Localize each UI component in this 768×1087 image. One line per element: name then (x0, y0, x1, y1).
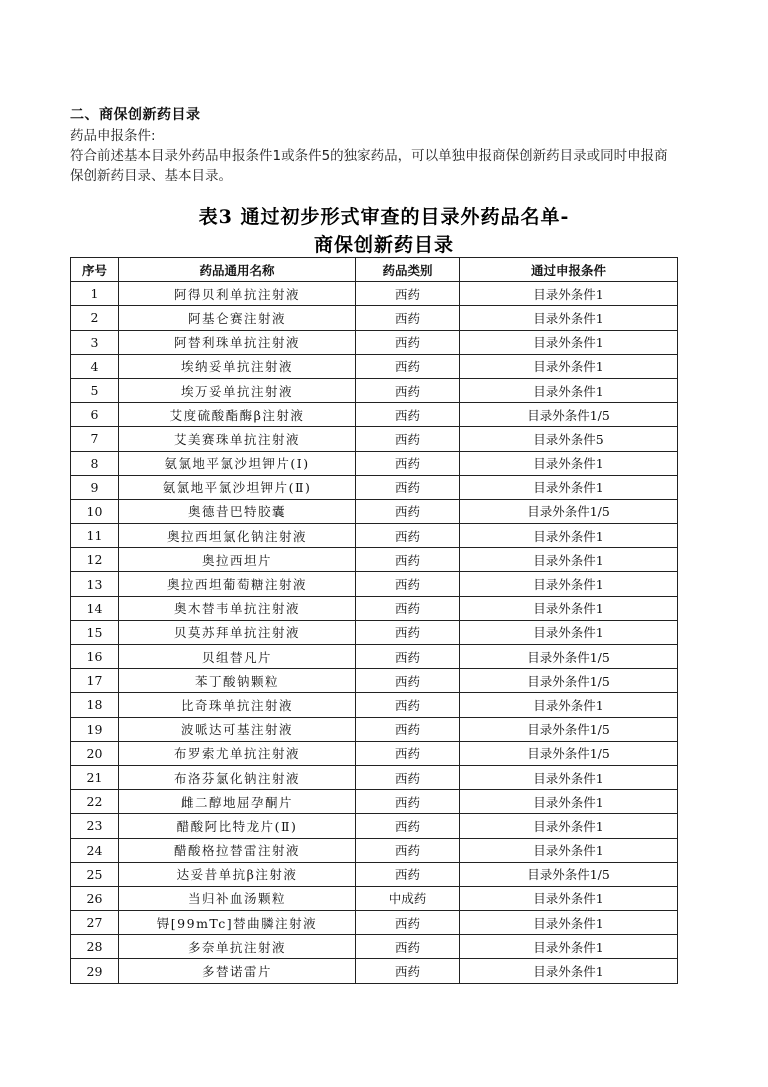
cell-drug-category: 西药 (356, 935, 460, 959)
table-row (71, 669, 678, 693)
cell-drug-category: 西药 (356, 524, 460, 548)
cell-serial: 9 (71, 475, 119, 499)
table-row (71, 354, 678, 378)
cell-serial: 8 (71, 451, 119, 475)
cell-drug-category: 西药 (356, 427, 460, 451)
header-condition: 通过申报条件 (460, 258, 678, 282)
cell-serial: 14 (71, 596, 119, 620)
table-row (71, 524, 678, 548)
cell-drug-category: 西药 (356, 862, 460, 886)
cell-drug-category: 西药 (356, 959, 460, 983)
cell-drug-name: 奥德昔巴特胶囊 (119, 499, 356, 523)
table-row (71, 959, 678, 983)
table-row (71, 378, 678, 402)
cell-condition: 目录外条件1/5 (460, 499, 678, 523)
cell-drug-name: 阿替利珠单抗注射液 (119, 330, 356, 354)
cell-drug-name: 艾美赛珠单抗注射液 (119, 427, 356, 451)
cell-condition: 目录外条件1/5 (460, 717, 678, 741)
cell-drug-category: 西药 (356, 403, 460, 427)
cell-serial: 10 (71, 499, 119, 523)
cell-serial: 4 (71, 354, 119, 378)
cell-drug-category: 西药 (356, 475, 460, 499)
cell-condition: 目录外条件1 (460, 354, 678, 378)
table-row (71, 596, 678, 620)
table-row (71, 645, 678, 669)
table-row (71, 572, 678, 596)
table-body (71, 282, 678, 983)
cell-condition: 目录外条件1 (460, 306, 678, 330)
cell-serial: 6 (71, 403, 119, 427)
table-row (71, 911, 678, 935)
cell-drug-category: 西药 (356, 620, 460, 644)
table-row (71, 717, 678, 741)
cell-drug-category: 西药 (356, 790, 460, 814)
cell-drug-name: 苯丁酸钠颗粒 (119, 669, 356, 693)
cell-drug-category: 西药 (356, 838, 460, 862)
condition-label: 药品申报条件: (70, 128, 156, 144)
cell-drug-category: 西药 (356, 378, 460, 402)
table-row (71, 814, 678, 838)
cell-serial: 24 (71, 838, 119, 862)
table-header-row (71, 258, 678, 282)
table-row (71, 403, 678, 427)
cell-condition: 目录外条件1 (460, 330, 678, 354)
table-row (71, 693, 678, 717)
cell-drug-category: 中成药 (356, 886, 460, 910)
table-row (71, 765, 678, 789)
cell-drug-name: 氨氯地平氯沙坦钾片(Ⅰ) (119, 451, 356, 475)
cell-condition: 目录外条件1 (460, 378, 678, 402)
cell-drug-name: 贝组替凡片 (119, 645, 356, 669)
cell-condition: 目录外条件1 (460, 596, 678, 620)
cell-condition: 目录外条件1 (460, 620, 678, 644)
cell-serial: 15 (71, 620, 119, 644)
cell-serial: 5 (71, 378, 119, 402)
cell-serial: 2 (71, 306, 119, 330)
cell-condition: 目录外条件1 (460, 886, 678, 910)
cell-condition: 目录外条件1 (460, 475, 678, 499)
table-row (71, 282, 678, 306)
cell-drug-name: 雌二醇地屈孕酮片 (119, 790, 356, 814)
cell-drug-category: 西药 (356, 765, 460, 789)
drug-list-table (70, 257, 678, 984)
cell-drug-name: 比奇珠单抗注射液 (119, 693, 356, 717)
cell-condition: 目录外条件1 (460, 935, 678, 959)
cell-drug-category: 西药 (356, 717, 460, 741)
header-serial: 序号 (71, 258, 119, 282)
cell-serial: 13 (71, 572, 119, 596)
cell-drug-category: 西药 (356, 693, 460, 717)
cell-drug-name: 奥拉西坦葡萄糖注射液 (119, 572, 356, 596)
cell-drug-name: 艾度硫酸酯酶β注射液 (119, 403, 356, 427)
cell-serial: 18 (71, 693, 119, 717)
cell-drug-category: 西药 (356, 282, 460, 306)
cell-serial: 16 (71, 645, 119, 669)
table-row (71, 886, 678, 910)
cell-condition: 目录外条件1 (460, 838, 678, 862)
cell-condition: 目录外条件1/5 (460, 403, 678, 427)
cell-drug-category: 西药 (356, 548, 460, 572)
cell-condition: 目录外条件1 (460, 814, 678, 838)
table-row (71, 862, 678, 886)
cell-serial: 27 (71, 911, 119, 935)
cell-drug-name: 多替诺雷片 (119, 959, 356, 983)
cell-drug-name: 醋酸阿比特龙片(Ⅱ) (119, 814, 356, 838)
cell-drug-category: 西药 (356, 741, 460, 765)
cell-drug-name: 波哌达可基注射液 (119, 717, 356, 741)
cell-serial: 28 (71, 935, 119, 959)
cell-drug-name: 贝莫苏拜单抗注射液 (119, 620, 356, 644)
cell-serial: 29 (71, 959, 119, 983)
table-row (71, 741, 678, 765)
cell-drug-name: 当归补血汤颗粒 (119, 886, 356, 910)
cell-drug-category: 西药 (356, 451, 460, 475)
table-title-line2: 商保创新药目录 (313, 234, 454, 256)
cell-drug-name: 布洛芬氯化钠注射液 (119, 765, 356, 789)
cell-serial: 20 (71, 741, 119, 765)
cell-condition: 目录外条件1 (460, 765, 678, 789)
cell-condition: 目录外条件5 (460, 427, 678, 451)
cell-drug-name: 锝[99mTc]替曲膦注射液 (119, 911, 356, 935)
cell-serial: 3 (71, 330, 119, 354)
table-row (71, 548, 678, 572)
cell-drug-name: 醋酸格拉替雷注射液 (119, 838, 356, 862)
cell-serial: 7 (71, 427, 119, 451)
table-row (71, 475, 678, 499)
cell-drug-name: 奥木替韦单抗注射液 (119, 596, 356, 620)
cell-drug-category: 西药 (356, 814, 460, 838)
cell-drug-category: 西药 (356, 645, 460, 669)
cell-drug-name: 埃万妥单抗注射液 (119, 378, 356, 402)
cell-condition: 目录外条件1 (460, 524, 678, 548)
cell-serial: 21 (71, 765, 119, 789)
cell-condition: 目录外条件1 (460, 959, 678, 983)
table-title-line1: 表3 通过初步形式审查的目录外药品名单- (198, 206, 570, 228)
cell-condition: 目录外条件1/5 (460, 862, 678, 886)
table-row (71, 620, 678, 644)
cell-serial: 19 (71, 717, 119, 741)
cell-serial: 17 (71, 669, 119, 693)
cell-serial: 11 (71, 524, 119, 548)
cell-drug-category: 西药 (356, 596, 460, 620)
cell-drug-name: 阿基仑赛注射液 (119, 306, 356, 330)
cell-condition: 目录外条件1 (460, 572, 678, 596)
cell-drug-name: 布罗索尤单抗注射液 (119, 741, 356, 765)
header-drug-category: 药品类别 (356, 258, 460, 282)
section-heading: 二、商保创新药目录 (70, 107, 201, 123)
table-row (71, 499, 678, 523)
table-row (71, 935, 678, 959)
cell-serial: 22 (71, 790, 119, 814)
table-row (71, 451, 678, 475)
header-drug-name: 药品通用名称 (119, 258, 356, 282)
cell-condition: 目录外条件1 (460, 790, 678, 814)
cell-serial: 12 (71, 548, 119, 572)
cell-drug-category: 西药 (356, 306, 460, 330)
cell-condition: 目录外条件1 (460, 282, 678, 306)
cell-condition: 目录外条件1 (460, 451, 678, 475)
cell-drug-name: 多奈单抗注射液 (119, 935, 356, 959)
cell-condition: 目录外条件1 (460, 548, 678, 572)
cell-condition: 目录外条件1/5 (460, 741, 678, 765)
cell-serial: 23 (71, 814, 119, 838)
table-row (71, 790, 678, 814)
cell-condition: 目录外条件1/5 (460, 669, 678, 693)
table-row (71, 427, 678, 451)
cell-drug-category: 西药 (356, 911, 460, 935)
cell-drug-name: 阿得贝利单抗注射液 (119, 282, 356, 306)
cell-drug-name: 氨氯地平氯沙坦钾片(Ⅱ) (119, 475, 356, 499)
cell-drug-category: 西药 (356, 330, 460, 354)
cell-serial: 1 (71, 282, 119, 306)
cell-drug-category: 西药 (356, 669, 460, 693)
cell-serial: 25 (71, 862, 119, 886)
cell-drug-name: 埃纳妥单抗注射液 (119, 354, 356, 378)
cell-drug-name: 奥拉西坦片 (119, 548, 356, 572)
cell-condition: 目录外条件1 (460, 911, 678, 935)
condition-text: 符合前述基本目录外药品申报条件1或条件5的独家药品，可以单独申报商保创新药目录或同时申报商保创新药目录、基本目录。 (70, 148, 668, 184)
cell-condition: 目录外条件1 (460, 693, 678, 717)
cell-condition: 目录外条件1/5 (460, 645, 678, 669)
table-row (71, 306, 678, 330)
cell-drug-name: 达妥昔单抗β注射液 (119, 862, 356, 886)
cell-drug-category: 西药 (356, 572, 460, 596)
table-row (71, 838, 678, 862)
cell-drug-category: 西药 (356, 354, 460, 378)
table-row (71, 330, 678, 354)
cell-drug-category: 西药 (356, 499, 460, 523)
cell-drug-name: 奥拉西坦氯化钠注射液 (119, 524, 356, 548)
cell-serial: 26 (71, 886, 119, 910)
